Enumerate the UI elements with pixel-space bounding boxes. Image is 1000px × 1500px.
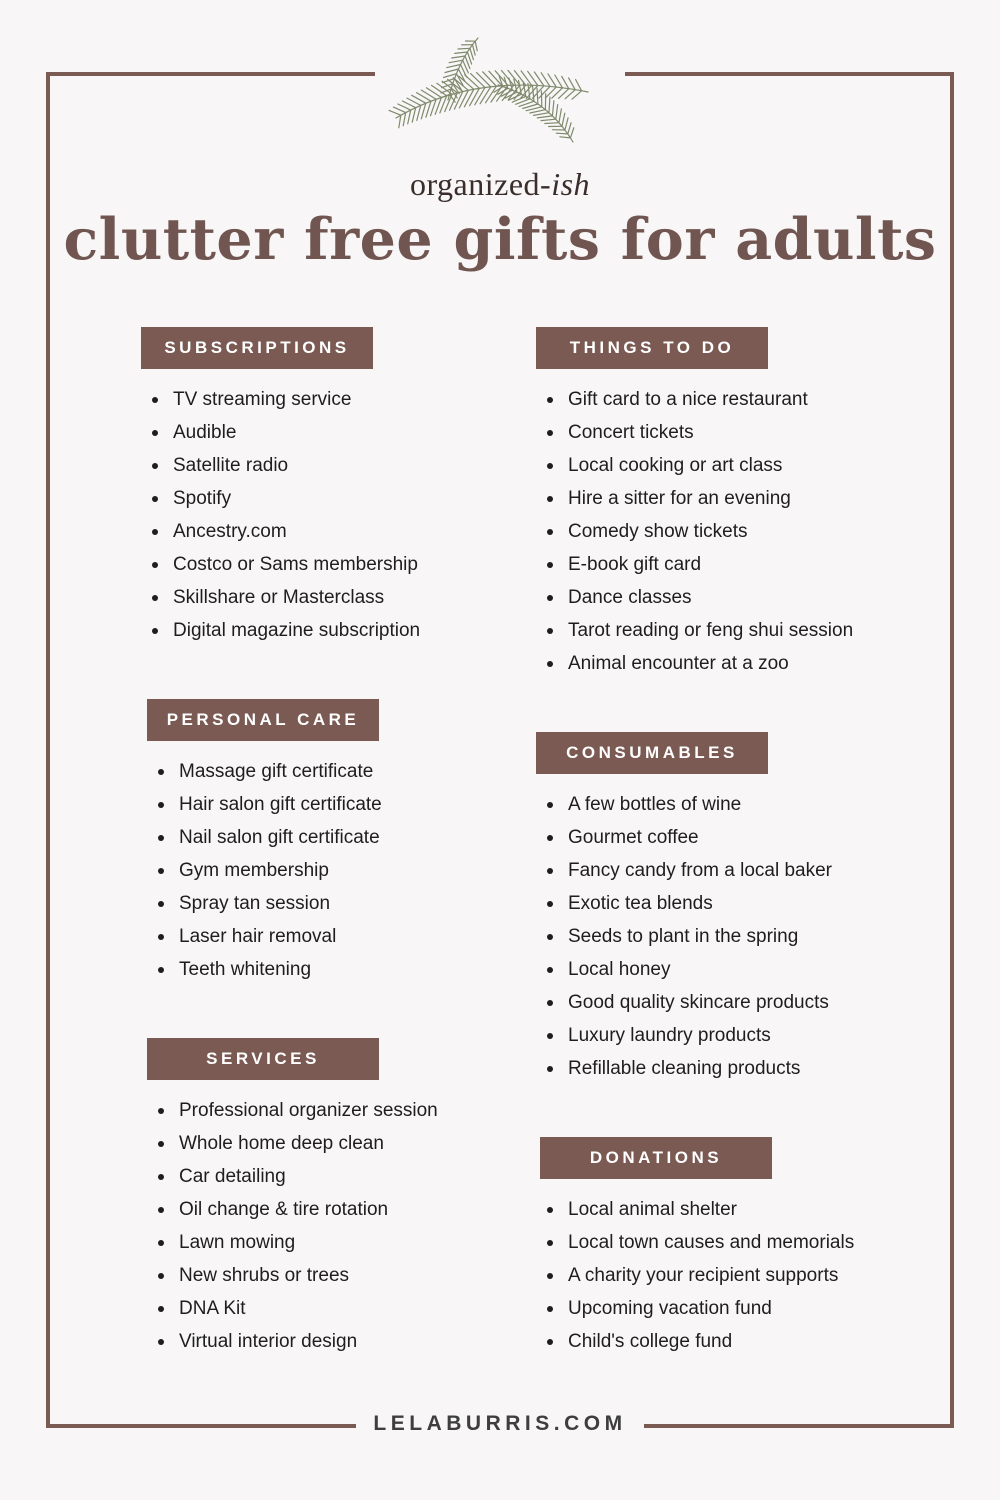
list-item: Animal encounter at a zoo — [541, 647, 916, 680]
list-item: Virtual interior design — [152, 1325, 487, 1358]
section-heading: CONSUMABLES — [536, 732, 768, 774]
list-item: Ancestry.com — [146, 515, 481, 548]
list-item: Seeds to plant in the spring — [541, 920, 916, 953]
list-item: Costco or Sams membership — [146, 548, 481, 581]
list-item: Massage gift certificate — [152, 755, 487, 788]
brand-text: organized- — [409, 166, 552, 202]
list-item: Spotify — [146, 482, 481, 515]
page-title: clutter free gifts for adults — [63, 206, 937, 273]
list-item: Digital magazine subscription — [146, 614, 481, 647]
list-item: DNA Kit — [152, 1292, 487, 1325]
list-item: Satellite radio — [146, 449, 481, 482]
list-item: Nail salon gift certificate — [152, 821, 487, 854]
list-item: Local town causes and memorials — [541, 1226, 920, 1259]
list-item: Refillable cleaning products — [541, 1052, 916, 1085]
list-item: A charity your recipient supports — [541, 1259, 920, 1292]
section-consumables — [536, 732, 916, 1085]
section-heading: PERSONAL CARE — [147, 699, 379, 741]
section-heading: THINGS TO DO — [536, 327, 768, 369]
list-item: Child's college fund — [541, 1325, 920, 1358]
list-item: Exotic tea blends — [541, 887, 916, 920]
section-heading: SUBSCRIPTIONS — [141, 327, 373, 369]
item-list — [541, 788, 916, 1085]
footer-website[interactable]: LELABURRIS.COM — [373, 1412, 627, 1435]
list-item: Audible — [146, 416, 481, 449]
item-list — [152, 755, 487, 986]
list-item: E-book gift card — [541, 548, 916, 581]
section-things-to-do — [536, 327, 916, 680]
item-list — [152, 1094, 487, 1358]
list-item: Laser hair removal — [152, 920, 487, 953]
brand-suffix: ish — [551, 166, 591, 202]
list-item: Local cooking or art class — [541, 449, 916, 482]
list-item: Teeth whitening — [152, 953, 487, 986]
pine-branch-icon — [388, 30, 610, 158]
list-item: New shrubs or trees — [152, 1259, 487, 1292]
list-item: Lawn mowing — [152, 1226, 487, 1259]
list-item: Car detailing — [152, 1160, 487, 1193]
list-item: Local honey — [541, 953, 916, 986]
item-list — [541, 383, 916, 680]
list-item: Fancy candy from a local baker — [541, 854, 916, 887]
list-item: Hire a sitter for an evening — [541, 482, 916, 515]
list-item: Skillshare or Masterclass — [146, 581, 481, 614]
list-item: Gym membership — [152, 854, 487, 887]
list-item: Gift card to a nice restaurant — [541, 383, 916, 416]
section-personal-care — [147, 699, 487, 986]
list-item: Tarot reading or feng shui session — [541, 614, 916, 647]
section-services — [147, 1038, 487, 1358]
list-item: Spray tan session — [152, 887, 487, 920]
list-item: Whole home deep clean — [152, 1127, 487, 1160]
section-heading: SERVICES — [147, 1038, 379, 1080]
list-item: Good quality skincare products — [541, 986, 916, 1019]
list-item: Comedy show tickets — [541, 515, 916, 548]
list-item: Dance classes — [541, 581, 916, 614]
brand-logo — [0, 166, 1000, 203]
frame-top-right — [625, 72, 954, 76]
list-item: Oil change & tire rotation — [152, 1193, 487, 1226]
section-heading: DONATIONS — [540, 1137, 772, 1179]
frame-top-left — [46, 72, 375, 76]
list-item: A few bottles of wine — [541, 788, 916, 821]
list-item: Gourmet coffee — [541, 821, 916, 854]
item-list — [541, 1193, 920, 1358]
list-item: TV streaming service — [146, 383, 481, 416]
list-item: Upcoming vacation fund — [541, 1292, 920, 1325]
list-item: Concert tickets — [541, 416, 916, 449]
list-item: Hair salon gift certificate — [152, 788, 487, 821]
section-donations — [540, 1137, 920, 1358]
item-list — [146, 383, 481, 647]
list-item: Professional organizer session — [152, 1094, 487, 1127]
list-item: Luxury laundry products — [541, 1019, 916, 1052]
list-item: Local animal shelter — [541, 1193, 920, 1226]
section-subscriptions — [141, 327, 481, 647]
